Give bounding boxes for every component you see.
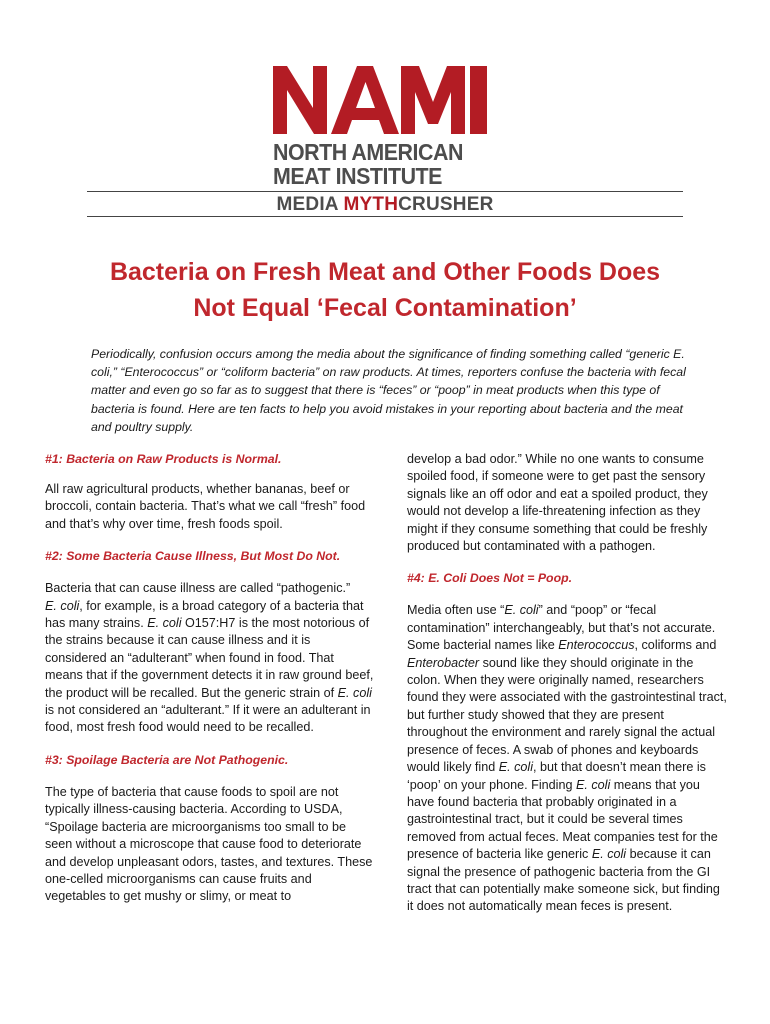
fact3-body: The type of bacteria that cause foods to spoil are not typically illness-causing bacteria. According to USDA, “Spoilage bacteria are microorganisms too small to be seen without a microscope that cause food to deteriorate and develop unpleasant odors, tastes, and textures. These one-celled microorganisms can cause fruits and vegetables to get mushy or slimy, or meat to bbox=[45, 784, 373, 904]
fact1-body: All raw agricultural products, whether bananas, beef or broccoli, contain bacteria. That’s what we call “fresh” food and that’s why over time, fresh foods spoil. bbox=[45, 482, 366, 531]
left-column bbox=[45, 451, 375, 906]
right-column bbox=[407, 451, 727, 916]
fact3-body-continued: develop a bad odor.” While no one wants to consume spoiled food, if someone were to get past the sensory signals like an off odor and eat a spoiled product, they would not develop a life-threatening infection as they might if they consume something that could be freshly produced but contaminated with a pathogen. bbox=[407, 452, 708, 554]
fact2-heading: #2: Some Bacteria Cause Illness, But Most Do Not. bbox=[45, 549, 341, 564]
fact3-heading: #3: Spoilage Bacteria are Not Pathogenic. bbox=[45, 752, 289, 767]
fact1-heading: #1: Bacteria on Raw Products is Normal. bbox=[45, 452, 282, 466]
document-title bbox=[0, 254, 770, 326]
tagline-accent: MYTH bbox=[343, 194, 399, 215]
org-name-line2: MEAT INSTITUTE bbox=[273, 163, 442, 189]
fact2-body: Bacteria that can cause illness are called “pathogenic.” E. coli, for example, is a broad category of a bacteria that has many strains. E. coli O157:H7 is the most notorious of the strains because it can cause illness and it is considered an “adulterant” when found in food. That means that if the government detects it in raw ground beef, the product will be recalled. But the generic strain of E. coli is not considered an “adulterant.” If it were an adulterant in food, most fresh food would need to be recalled. bbox=[45, 581, 374, 735]
fact4-heading: #4: E. Coli Does Not = Poop. bbox=[407, 571, 573, 586]
tagline: MEDIA MYTHCRUSHER bbox=[276, 194, 494, 215]
logo-text: NAMI bbox=[273, 62, 276, 63]
title-line2: Not Equal ‘Fecal Contamination’ bbox=[193, 294, 577, 322]
nami-logo bbox=[273, 62, 498, 188]
fact4-body: Media often use “E. coli” and “poop” or “fecal contamination” interchangeably, but that’s not accurate. Some bacterial names like Enterococcus, coliforms and Enterobacter sound like they should originate in the colon. When they were originally named, researchers found they were associated with the gastrointestinal tract, but further study showed that they are present throughout the environment and rarely signal the actual presence of feces. A swab of phones and keyboards would likely find E. coli, but that doesn’t mean there is ‘poop’ on your phone. Finding E. coli means that you have found bacteria that probably originated in a gastrointestinal tract, but it could be several times removed from actual feces. Meat companies test for the presence of bacteria like generic E. coli because it can signal the presence of pathogenic bacteria from the GI tract that can potentially make someone sick, but finding it does not automatically mean feces is present. bbox=[407, 603, 727, 914]
intro-paragraph: Periodically, confusion occurs among the media about the significance of finding something called “generic E. coli,” “Enterococcus” or “coliform bacteria” on raw products. At times, reporters confuse the bacteria with fecal matter and even go so far as to suggest that there is “feces” or “poop” in meat products when this type of bacteria is found. Here are ten facts to help you avoid mistakes in your reporting about bacteria and the meat and poultry supply. bbox=[91, 347, 686, 434]
nami-logo-mark bbox=[273, 62, 498, 138]
title-line1: Bacteria on Fresh Meat and Other Foods Does bbox=[109, 258, 661, 286]
header-rule-top bbox=[87, 191, 683, 192]
header-rule-bottom bbox=[87, 216, 683, 217]
org-name-line1: NORTH AMERICAN bbox=[273, 139, 463, 165]
